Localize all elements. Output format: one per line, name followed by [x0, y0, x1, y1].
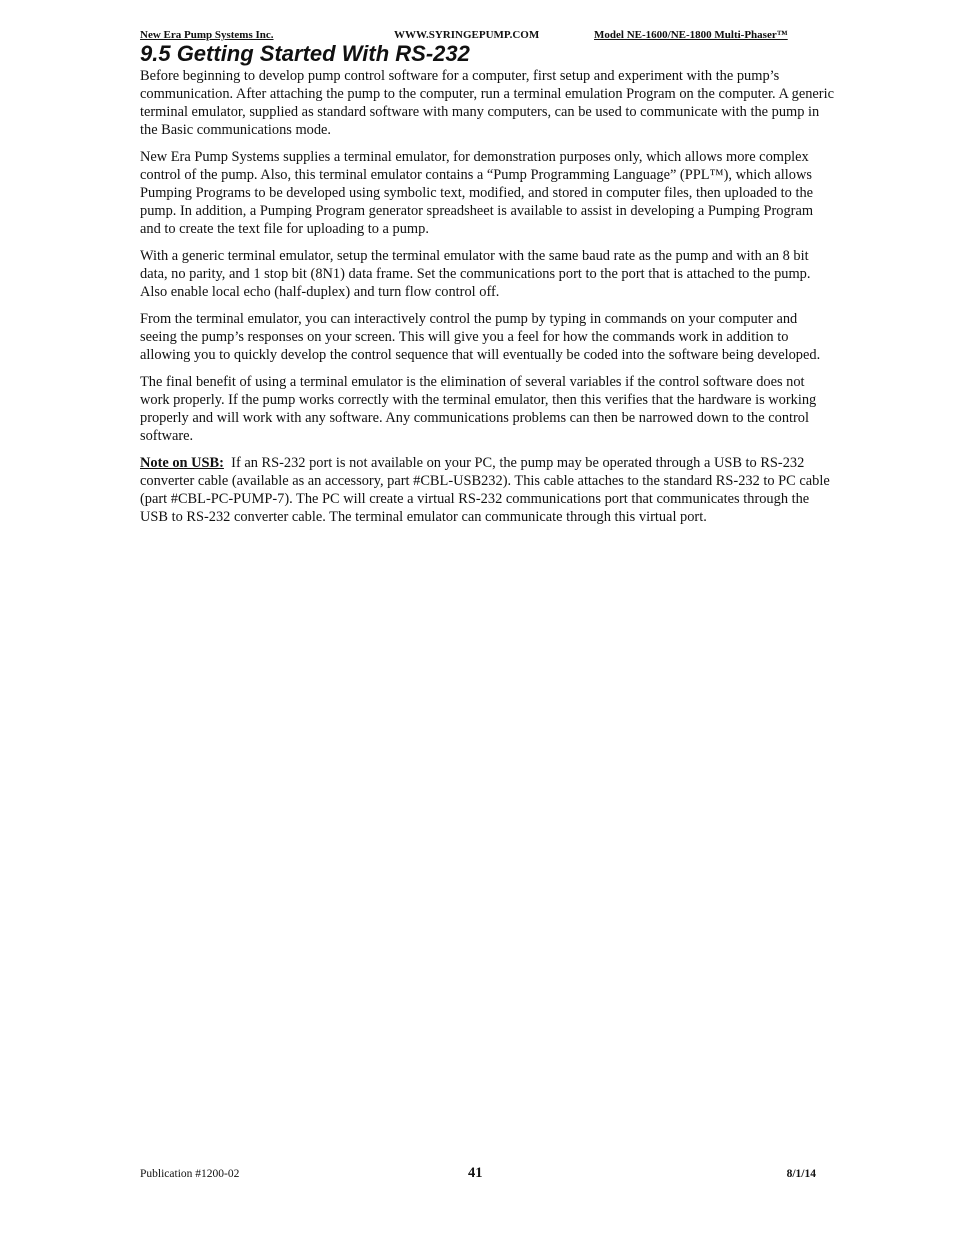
paragraph-intro: Before beginning to develop pump control software for a computer, first setup and experiment with the pump’s communication. After attaching the pump to the computer, run a terminal emulation Program on the computer. A generic terminal emulator, supplied as standard software with many computers, can be used to communicate with the pump in the Basic communications mode. — [140, 68, 834, 138]
page-footer — [140, 1165, 816, 1185]
footer-date: 8/1/14 — [786, 1168, 816, 1180]
note-text: If an RS-232 port is not available on your PC, the pump may be operated through a USB to RS-232 converter cable (available as an accessory, part #CBL-USB232). This cable attaches to the standard RS-232 to PC cable (part #CBL-PC-PUMP-7). The PC will create a virtual RS-232 communications port that communicates through the USB to RS-232 converter cable. The terminal emulator can communicate through this virtual port. — [140, 455, 830, 525]
header-company: New Era Pump Systems Inc. — [140, 29, 274, 41]
section-title: 9.5 Getting Started With RS-232 — [140, 41, 470, 66]
paragraph-usb-note — [140, 454, 836, 526]
paragraph-terminal-emulator: New Era Pump Systems supplies a terminal emulator, for demonstration purposes only, which allows more complex control of the pump. Also, this terminal emulator contains a “Pump Programming Language” (PPL™), which allows Pumping Programs to be developed using symbolic text, modified, and stored in computer files, then uploaded to the pump. In addition, a Pumping Program generator spreadsheet is available to assist in developing a Pumping Program and to create the text file for uploading to a pump. — [140, 149, 814, 237]
paragraph-final-benefit: The final benefit of using a terminal emulator is the elimination of several variables if the control software does not work properly. If the pump works correctly with the terminal emulator, then this verifies that the hardware is working properly and will work with any software. Any communications problems can then be narrowed down to the control software. — [140, 374, 817, 444]
footer-page-number: 41 — [468, 1165, 483, 1181]
header-website: WWW.SYRINGEPUMP.COM — [394, 29, 540, 41]
header-model: Model NE-1600/NE-1800 Multi-Phaser™ — [594, 29, 788, 41]
note-label: Note on USB: — [140, 455, 224, 471]
paragraph-interactive-control: From the terminal emulator, you can interactively control the pump by typing in commands on your computer and seeing the pump’s responses on your screen. This will give you a feel for how the commands work in addition to allowing you to quickly develop the control sequence that will eventually be coded into the software being developed. — [140, 311, 821, 363]
paragraph-generic-setup: With a generic terminal emulator, setup the terminal emulator with the same baud rate as the pump and with an 8 bit data, no parity, and 1 stop bit (8N1) data frame. Set the communications port to the port that is attached to the pump. Also enable local echo (half-duplex) and turn flow control off. — [140, 248, 811, 300]
body-text — [140, 67, 836, 535]
footer-publication: Publication #1200-02 — [140, 1168, 240, 1180]
